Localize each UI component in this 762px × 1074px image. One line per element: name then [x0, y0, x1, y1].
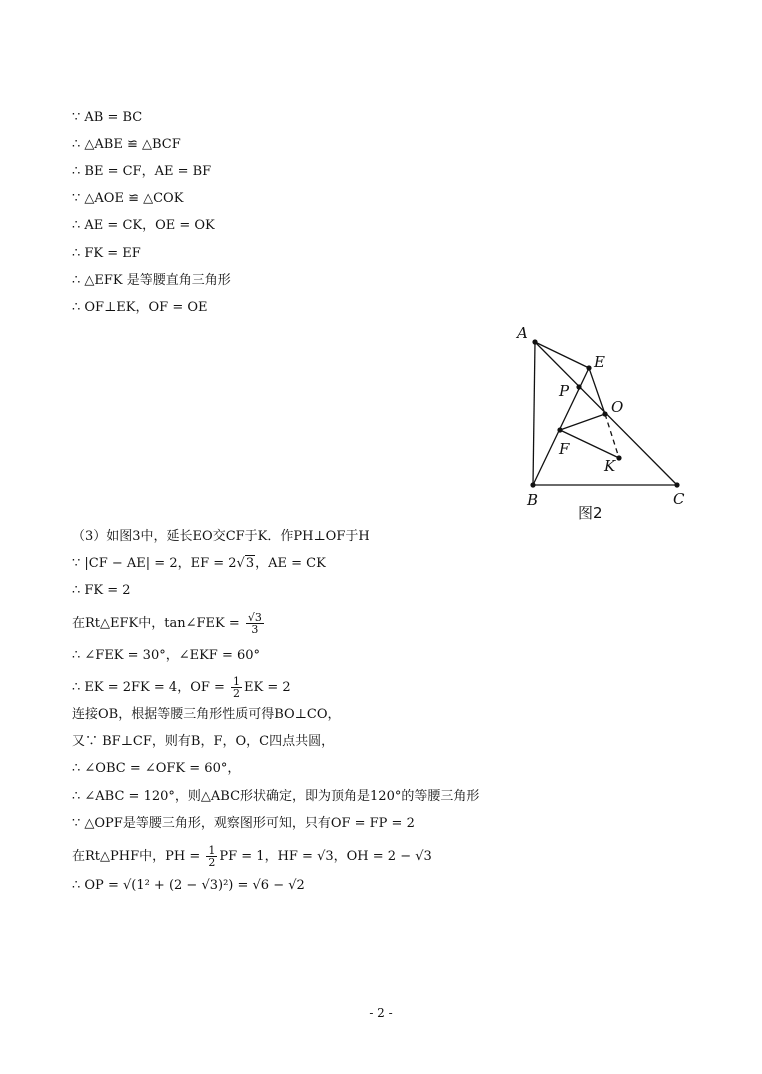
fraction-sqrt3-over-3: $\frac{√3}{3}$ — [247, 611, 262, 636]
proof-line-8: ∴ OF⊥EK，OF = OE — [72, 300, 208, 315]
proof-line-3: ∴ BE = CF，AE = BF — [72, 164, 212, 179]
proof-line-1: ∵ AB = BC — [72, 110, 143, 125]
point-o — [602, 411, 607, 416]
part3-line-5: ∴ ∠FEK = 30°，∠EKF = 60° — [72, 648, 261, 663]
label-o: O — [611, 398, 624, 416]
point-a — [532, 339, 537, 344]
proof-line-6: ∴ FK = EF — [72, 246, 141, 261]
point-b — [530, 482, 535, 487]
proof-line-5: ∴ AE = CK，OE = OK — [72, 218, 215, 233]
label-k: K — [604, 457, 616, 475]
proof-line-7: ∴ △EFK 是等腰直角三角形 — [72, 273, 231, 288]
figure-caption: 图2 — [578, 504, 603, 522]
page-number: - 2 - — [369, 1006, 393, 1020]
part3-line-2: ∵ |CF − AE| = 2，EF = 2√3，AE = CK — [72, 556, 326, 571]
point-p — [576, 384, 581, 389]
part3-line-6: ∴ EK = 2FK = 4，OF = $\frac{1}{2}$ EK = 2 — [72, 675, 291, 700]
label-f: F — [559, 440, 570, 458]
point-e — [586, 365, 591, 370]
point-k — [616, 455, 621, 460]
part3-line-7: 连接OB，根据等腰三角形性质可得BO⊥CO， — [72, 707, 341, 722]
part3-line-11: ∵ △OPF是等腰三角形，观察图形可知，只有OF = FP = 2 — [72, 816, 415, 831]
proof-line-4: ∵ △AOE ≌ △COK — [72, 191, 184, 206]
fraction-one-half: $\frac{1}{2}$ — [233, 675, 241, 700]
part3-line-12: 在Rt△PHF中，PH = $\frac{1}{2}$ PF = 1，HF = √3，OH = 2 − √3 — [72, 844, 432, 869]
geometry-figure-2 — [505, 318, 705, 528]
part3-line-9: ∴ ∠OBC = ∠OFK = 60°， — [72, 761, 241, 776]
fraction-one-half-2: $\frac{1}{2}$ — [208, 844, 216, 869]
part3-line-1: （3）如图3中，延长EO交CF于K．作PH⊥OF于H — [72, 529, 370, 544]
part3-line-4: 在Rt△EFK中，tan∠FEK = $\frac{√3}{3}$ — [72, 611, 262, 636]
part3-line-13: ∴ OP = √(1² + (2 − √3)²) = √6 − √2 — [72, 878, 305, 893]
point-f — [557, 427, 562, 432]
label-a: A — [517, 324, 528, 342]
label-c: C — [673, 490, 685, 508]
part3-line-3: ∴ FK = 2 — [72, 583, 131, 598]
label-b: B — [527, 491, 539, 509]
label-p: P — [559, 382, 570, 400]
point-c — [674, 482, 679, 487]
label-e: E — [594, 353, 605, 371]
part3-line-8: 又∵ BF⊥CF，则有B，F，O，C四点共圆， — [72, 734, 335, 749]
proof-line-2: ∴ △ABE ≌ △BCF — [72, 137, 181, 152]
part3-line-10: ∴ ∠ABC = 120°，则△ABC形状确定，即为顶角是120°的等腰三角形 — [72, 789, 480, 804]
